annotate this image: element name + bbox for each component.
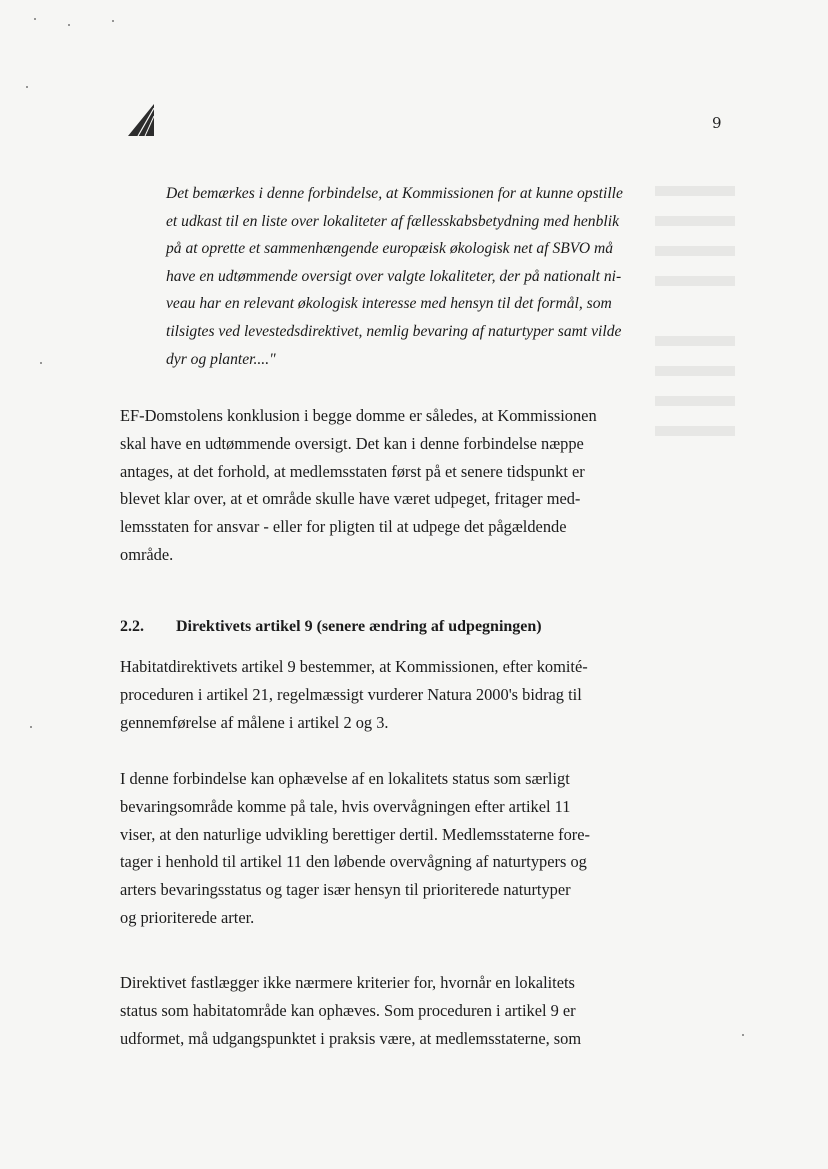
triangle-logo-icon: [124, 102, 158, 138]
text-line: skal have en udtømmende oversigt. Det kan i denne forbindelse næppe: [120, 433, 584, 453]
bleed-through: [655, 336, 735, 346]
text-line: område.: [120, 544, 174, 564]
paragraph-monitoring: [120, 765, 640, 932]
paragraph-article9: [120, 653, 640, 736]
quote-line: veau har en relevant økologisk interesse med hensyn til det formål, som: [166, 295, 612, 313]
paragraph-criteria: [120, 969, 640, 1052]
quote-line: på at oprette et sammenhængende europæisk økologisk net af SBVO må: [166, 240, 614, 258]
scan-speck: [34, 18, 36, 20]
section-number: 2.2.: [120, 618, 144, 635]
text-line: Habitatdirektivets artikel 9 bestemmer, at Kommissionen, efter komité-: [120, 657, 588, 676]
text-line: bevaringsområde komme på tale, hvis overvågningen efter artikel 11: [120, 796, 571, 816]
text-line: status som habitatområde kan ophæves. Som proceduren i artikel 9 er: [120, 1000, 576, 1020]
quote-line: et udkast til en liste over lokaliteter af fællesskabsbetydning med henblik: [166, 212, 619, 230]
text-line: tager i henhold til artikel 11 den løbende overvågning af naturtypers og: [120, 852, 587, 872]
text-line: I denne forbindelse kan ophævelse af en lokalitets status som særligt: [120, 769, 570, 788]
bleed-through: [655, 216, 735, 226]
bleed-through: [655, 396, 735, 406]
bleed-through: [655, 366, 735, 376]
text-line: udformet, må udgangspunktet i praksis være, at medlemsstaterne, som: [120, 1028, 582, 1048]
scan-speck: [68, 24, 70, 26]
text-line: gennemførelse af målene i artikel 2 og 3.: [120, 712, 389, 732]
section-heading: [120, 618, 640, 636]
bleed-through: [655, 276, 735, 286]
text-line: blevet klar over, at et område skulle have været udpeget, fritager med-: [120, 489, 581, 509]
bleed-through: [655, 246, 735, 256]
text-line: Direktivet fastlægger ikke nærmere kriterier for, hvornår en lokalitets: [120, 973, 575, 992]
scan-speck: [26, 86, 28, 88]
quote-line: have en udtømmende oversigt over valgte lokaliteter, der på nationalt ni-: [166, 267, 622, 285]
scan-speck: [742, 1034, 744, 1036]
quote-line: Det bemærkes i denne forbindelse, at Kommissionen for at kunne opstille: [166, 185, 623, 202]
page-number: 9: [712, 114, 722, 132]
text-line: viser, at den naturlige udvikling berettiger dertil. Medlemsstaterne fore-: [120, 824, 590, 844]
quote-line: tilsigtes ved levestedsdirektivet, nemlig bevaring af naturtyper samt vilde: [166, 322, 622, 340]
scan-speck: [30, 726, 32, 728]
paragraph-conclusion: [120, 402, 640, 569]
scan-speck: [40, 362, 42, 364]
text-line: lemsstaten for ansvar - eller for pligten til at udpege det pågældende: [120, 517, 567, 537]
quotation-block: [166, 180, 646, 373]
text-line: og prioriterede arter.: [120, 907, 255, 927]
scan-speck: [112, 20, 114, 22]
text-line: antages, at det forhold, at medlemsstaten først på et senere tidspunkt er: [120, 461, 585, 481]
quote-line: dyr og planter....": [166, 350, 276, 368]
section-title: Direktivets artikel 9 (senere ændring af udpegningen): [176, 618, 542, 635]
bleed-through: [655, 426, 735, 436]
text-line: proceduren i artikel 21, regelmæssigt vurderer Natura 2000's bidrag til: [120, 684, 582, 704]
text-line: EF-Domstolens konklusion i begge domme er således, at Kommissionen: [120, 406, 597, 425]
bleed-through: [655, 186, 735, 196]
text-line: arters bevaringsstatus og tager især hensyn til prioriterede naturtyper: [120, 880, 571, 900]
